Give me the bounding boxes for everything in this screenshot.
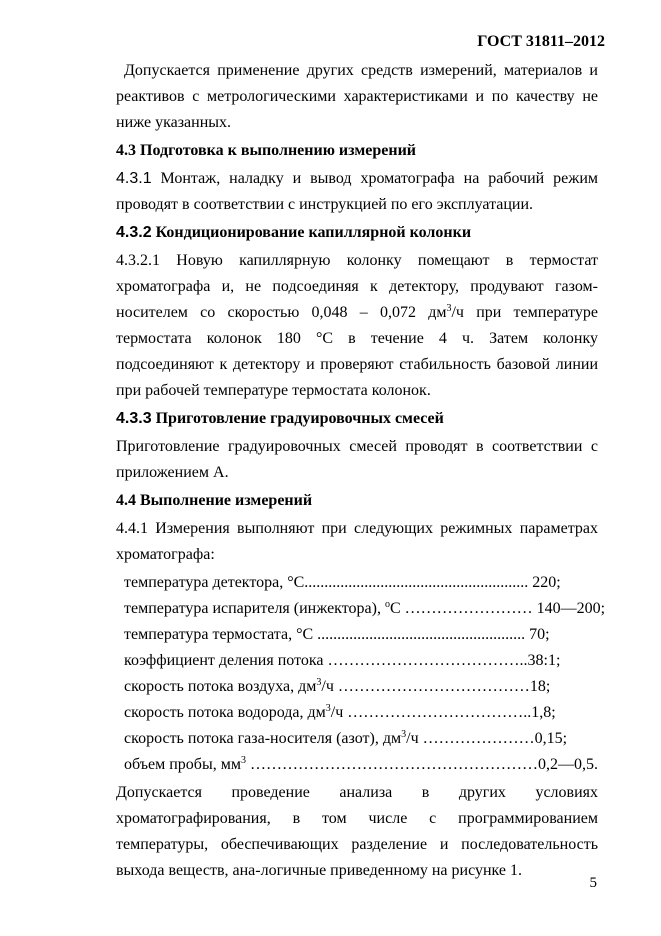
paragraph-4-3-1: 4.3.1 Монтаж, наладку и вывод хроматографа на рабочий режим проводят в соответствии с инструкцией по его эксплуатации. xyxy=(116,170,598,213)
paragraph-intro: Допускается применение других средств измерений, материалов и реактивов с метрологическими характеристиками и по качеству не ниже указанных. xyxy=(116,62,598,131)
paragraph-4-3-3: Приготовление градуировочных смесей проводят в соответствии с приложением А. xyxy=(116,438,598,481)
param-split-ratio: коэффициент деления потока ………………………………..38:1; xyxy=(124,652,561,669)
parameter-list xyxy=(124,570,606,778)
paragraph-4-3-2-1: 4.3.2.1 Новую капиллярную колонку помещают в термостат хроматографа и, не подсоединяя к детектору, продувают газом-носителем со скоростью 0,048 – 0,072 $дм^3/ч$ при температуре термостата колонок 180 °С в течение 4 ч. Затем колонку подсоединяют к детектору и проверяют стабильность базовой линии при рабочей температуре термостата колонок. xyxy=(116,252,598,399)
param-injector-temp: температура испарителя (инжектора), $^о$С …………………… 140—200; xyxy=(124,599,606,617)
param-air-flow: скорость потока воздуха, $дм^3/ч$ ………………………………18; xyxy=(124,677,551,695)
page-number: 5 xyxy=(589,875,597,891)
page-content xyxy=(116,58,606,884)
section-heading-4-3-2: 4.3.2 Кондиционирование капиллярной колонки xyxy=(116,224,472,241)
paragraph-final: Допускается проведение анализа в других условиях хроматографирования, в том числе с программированием температуры, обеспечивающих разделение и последовательность выхода веществ, ана-логичные приведенному на рисунке 1. xyxy=(116,784,598,879)
param-detector-temp: температура детектора, °С........................................................ 220; xyxy=(124,574,561,591)
section-heading-4-3: 4.3 Подготовка к выполнению измерений xyxy=(116,142,416,159)
param-hydrogen-flow: скорость потока водорода, $дм^3/ч$ ……………………………..1,8; xyxy=(124,703,556,721)
param-thermostat-temp: температура термостата, °С .................................................... 70; xyxy=(124,626,550,643)
param-sample-volume: объем пробы, $мм^3$ ………………………………………………0,2—0,5. xyxy=(124,755,598,773)
document-id: ГОСТ 31811–2012 xyxy=(477,33,605,50)
section-heading-4-3-3: 4.3.3 Приготовление градуировочных смесей xyxy=(116,410,444,427)
section-heading-4-4: 4.4 Выполнение измерений xyxy=(116,492,313,509)
param-carrier-flow: скорость потока газа-носителя (азот), $дм^3/ч$ …………………0,15; xyxy=(124,729,568,747)
paragraph-4-4-1: 4.4.1 Измерения выполняют при следующих режимных параметрах хроматографа: xyxy=(116,520,598,563)
